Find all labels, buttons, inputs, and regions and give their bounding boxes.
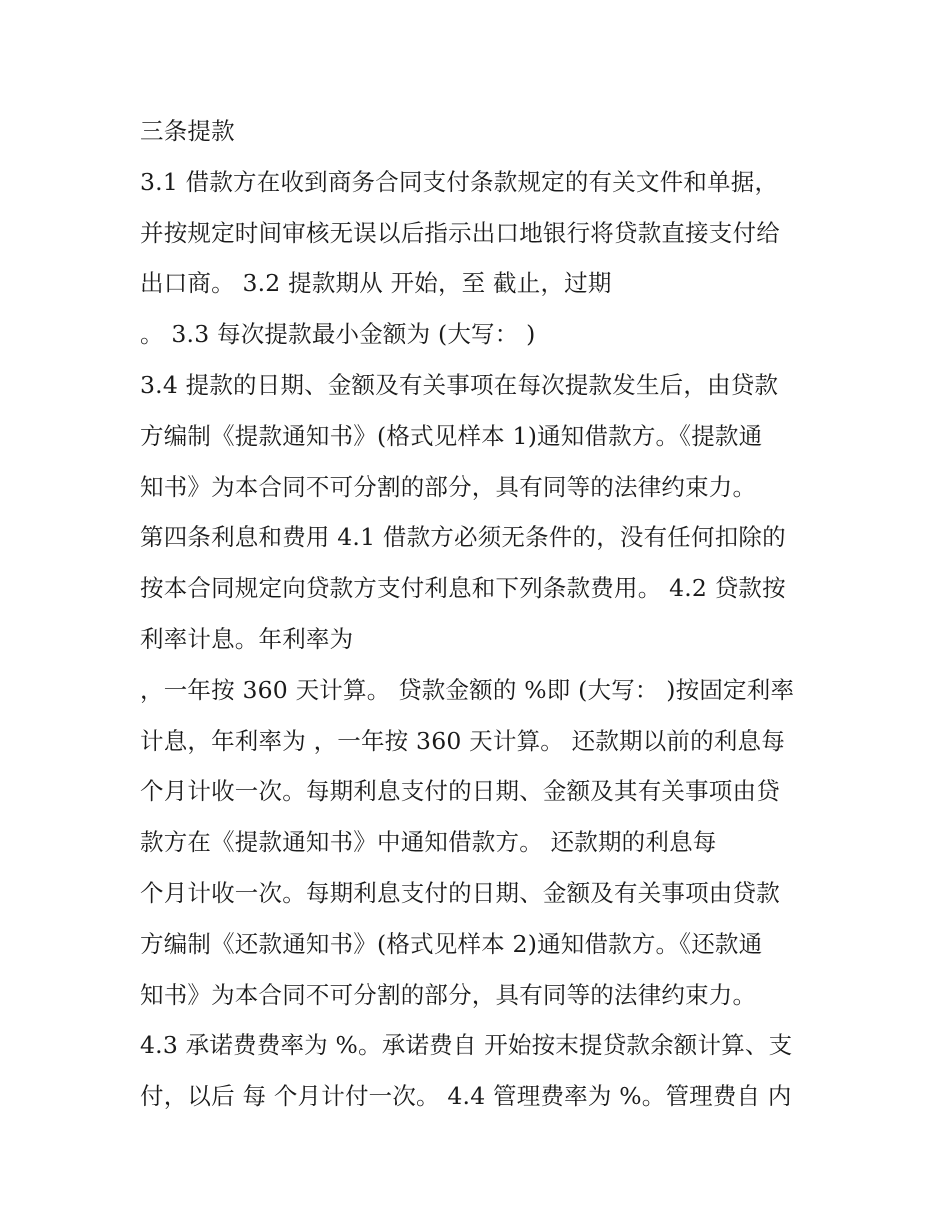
text-line: 个月计收一次。每期利息支付的日期、金额及其有关事项由贷 bbox=[140, 777, 780, 806]
text-line: 知书》为本合同不可分割的部分，具有同等的法律约束力。 bbox=[140, 980, 757, 1009]
text-line: 方编制《还款通知书》(格式见样本 2)通知借款方。《还款通 bbox=[140, 929, 763, 958]
text-line: 4.3 承诺费费率为 %。承诺费自 开始按末提贷款余额计算、支 bbox=[140, 1031, 793, 1060]
text-line: 款方在《提款通知书》中通知借款方。 还款期的利息每 bbox=[140, 828, 717, 857]
text-line: 第四条利息和费用 4.1 借款方必须无条件的，没有任何扣除的 bbox=[140, 523, 786, 552]
text-line: ，一年按 360 天计算。 贷款金额的 %即 (大写： )按固定利率 bbox=[140, 675, 795, 704]
text-line: 方编制《提款通知书》(格式见样本 1)通知借款方。《提款通 bbox=[140, 421, 763, 450]
text-line: 3.4 提款的日期、金额及有关事项在每次提款发生后，由贷款 bbox=[140, 370, 779, 399]
text-line: 按本合同规定向贷款方支付利息和下列条款费用。 4.2 贷款按 bbox=[140, 574, 786, 603]
text-line: 利率计息。年利率为 bbox=[140, 624, 354, 653]
text-line: 知书》为本合同不可分割的部分，具有同等的法律约束力。 bbox=[140, 472, 757, 501]
text-line: 并按规定时间审核无误以后指示出口地银行将贷款直接支付给 bbox=[140, 218, 780, 247]
text-line: 。 3.3 每次提款最小金额为 (大写： ) bbox=[140, 320, 536, 349]
text-line: 个月计收一次。每期利息支付的日期、金额及有关事项由贷款 bbox=[140, 878, 780, 907]
document-body bbox=[140, 106, 840, 1122]
text-line: 计息，年利率为 ，一年按 360 天计算。 还款期以前的利息每 bbox=[140, 726, 785, 755]
text-line: 付，以后 每 个月计付一次。 4.4 管理费率为 %。管理费自 内 bbox=[140, 1082, 792, 1111]
text-line-heading: 三条提款 bbox=[140, 117, 235, 145]
text-line: 3.1 借款方在收到商务合同支付条款规定的有关文件和单据， bbox=[140, 167, 779, 196]
text-line: 出口商。 3.2 提款期从 开始，至 截止，过期 bbox=[140, 269, 612, 298]
